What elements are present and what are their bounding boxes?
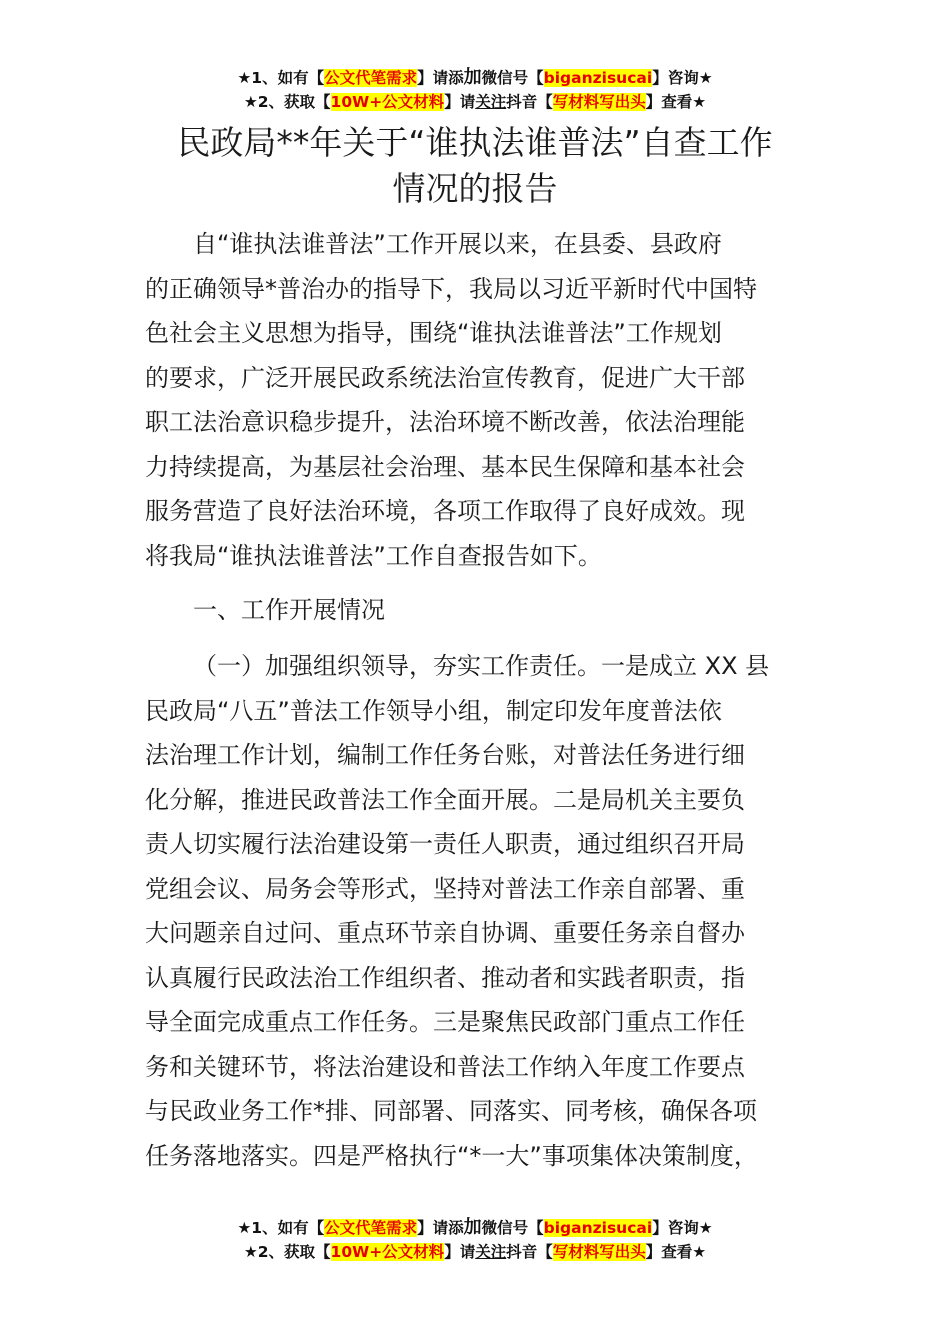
banner-text: ★1、如有【 bbox=[237, 1219, 325, 1237]
paragraph-line: 自“谁执法谁普法”工作开展以来，在县委、县政府 bbox=[193, 230, 722, 258]
paragraph-line: 与民政业务工作*排、同部署、同落实、同考核，确保各项 bbox=[145, 1097, 757, 1125]
banner-underlined: 关注 bbox=[475, 93, 507, 111]
banner-text: ★2、获取【 bbox=[243, 93, 331, 111]
section-heading-text: 一、工作开展情况 bbox=[193, 596, 385, 624]
header-banner-line-1 bbox=[0, 66, 950, 90]
banner-text: 】咨询★ bbox=[652, 69, 713, 87]
footer-banner bbox=[0, 1216, 950, 1264]
paragraph-line: 职工法治意识稳步提升，法治环境不断改善，依法治理能 bbox=[145, 408, 745, 436]
banner-text: ★1、如有【 bbox=[237, 69, 325, 87]
banner-text: 】请添 bbox=[417, 1219, 464, 1237]
paragraph-line: 法治理工作计划，编制工作任务台账，对普法任务进行细 bbox=[145, 741, 745, 769]
banner-highlight: 10W+公文材料 bbox=[330, 93, 445, 111]
banner-wechat-id: biganzisucai bbox=[543, 1219, 653, 1237]
header-banner-line-2 bbox=[0, 90, 950, 114]
intro-paragraph bbox=[145, 222, 810, 578]
header-banner bbox=[0, 66, 950, 114]
paragraph-line: 化分解，推进民政普法工作全面开展。二是局机关主要负 bbox=[145, 785, 745, 814]
paragraph-line: 任务落地落实。四是严格执行“*一大”事项集体决策制度， bbox=[145, 1141, 758, 1170]
paragraph-line: 服务营造了良好法治环境，各项工作取得了良好成效。现 bbox=[145, 497, 745, 525]
banner-douyin-account: 写材料写出头 bbox=[552, 1243, 646, 1261]
footer-banner-line-2 bbox=[0, 1240, 950, 1264]
section-heading bbox=[145, 588, 810, 633]
paragraph-line: 色社会主义思想为指导，围绕“谁执法谁普法”工作规划 bbox=[145, 319, 722, 347]
paragraph-line: 民政局“八五”普法工作领导小组，制定印发年度普法依 bbox=[145, 696, 722, 725]
banner-highlight: 10W+公文材料 bbox=[330, 1243, 445, 1261]
banner-emphasis: 加 bbox=[463, 67, 482, 88]
banner-text: 】请 bbox=[444, 1243, 476, 1261]
paragraph-line: 大问题亲自过问、重点环节亲自协调、重要任务亲自督办 bbox=[145, 919, 745, 947]
paragraph-line: 责人切实履行法治建设第一责任人职责，通过组织召开局 bbox=[145, 830, 745, 858]
banner-text: 】请添 bbox=[417, 69, 464, 87]
document-title-line-2: 情况的报告 bbox=[392, 169, 558, 208]
banner-text: 】请 bbox=[444, 93, 476, 111]
banner-highlight: 公文代笔需求 bbox=[324, 1219, 418, 1237]
banner-text: 】咨询★ bbox=[652, 1219, 713, 1237]
paragraph-line: 的正确领导*普治办的指导下，我局以习近平新时代中国特 bbox=[145, 274, 757, 303]
banner-text: 抖音【 bbox=[506, 1243, 553, 1261]
banner-text: 抖音【 bbox=[506, 93, 553, 111]
section-paragraph bbox=[145, 644, 810, 1178]
banner-underlined: 关注 bbox=[475, 1243, 507, 1261]
document-title-line-1: 民政局**年关于“谁执法谁普法”自查工作 bbox=[177, 123, 773, 162]
banner-wechat-id: biganzisucai bbox=[543, 69, 653, 87]
banner-text: 微信号【 bbox=[481, 69, 544, 87]
banner-text: 微信号【 bbox=[481, 1219, 544, 1237]
paragraph-line: 的要求，广泛开展民政系统法治宣传教育，促进广大干部 bbox=[145, 363, 745, 392]
paragraph-line: 导全面完成重点工作任务。三是聚焦民政部门重点工作任 bbox=[145, 1008, 745, 1036]
paragraph-line: 认真履行民政法治工作组织者、推动者和实践者职责，指 bbox=[145, 963, 745, 992]
document-title bbox=[0, 120, 950, 212]
paragraph-line: 将我局“谁执法谁普法”工作自查报告如下。 bbox=[145, 541, 602, 570]
footer-banner-line-1 bbox=[0, 1216, 950, 1240]
banner-emphasis: 加 bbox=[463, 1217, 482, 1238]
banner-text: 】查看★ bbox=[645, 1243, 707, 1261]
banner-douyin-account: 写材料写出头 bbox=[552, 93, 646, 111]
paragraph-line: 务和关键环节，将法治建设和普法工作纳入年度工作要点 bbox=[145, 1052, 745, 1081]
paragraph-line: 力持续提高，为基层社会治理、基本民生保障和基本社会 bbox=[145, 452, 745, 481]
banner-text: ★2、获取【 bbox=[243, 1243, 331, 1261]
banner-highlight: 公文代笔需求 bbox=[324, 69, 418, 87]
paragraph-line: 党组会议、局务会等形式，坚持对普法工作亲自部署、重 bbox=[145, 874, 745, 903]
paragraph-line: （一）加强组织领导，夯实工作责任。一是成立 XX 县 bbox=[193, 652, 770, 680]
banner-text: 】查看★ bbox=[645, 93, 707, 111]
